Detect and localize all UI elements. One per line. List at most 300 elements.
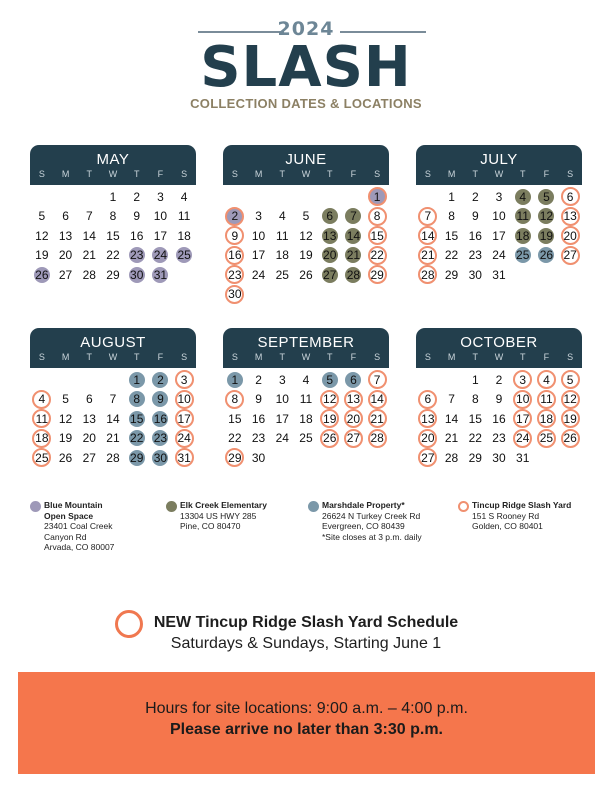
- day-number: 3: [255, 209, 262, 224]
- calendar-day: [558, 409, 582, 429]
- day-number: 7: [448, 392, 455, 407]
- calendar-day: [101, 448, 125, 468]
- weekday-label: T: [279, 352, 286, 362]
- calendar-day: [247, 246, 271, 266]
- day-number: 14: [368, 390, 387, 409]
- day-number: 27: [344, 429, 363, 448]
- calendar-day: [416, 448, 440, 468]
- day-number: 3: [513, 370, 532, 389]
- empty-cell: [54, 187, 78, 207]
- calendar-day: [30, 226, 54, 246]
- weekday-label: T: [279, 169, 286, 179]
- hours-text: Hours for site locations: 9:00 a.m. – 4:00 p.m.: [145, 700, 468, 717]
- calendar-day: [365, 207, 389, 227]
- day-number: 26: [58, 450, 73, 465]
- legend-line: 151 S Rooney Rd: [472, 510, 540, 521]
- day-number: 14: [418, 226, 437, 245]
- calendar-day: [558, 187, 582, 207]
- calendar-day: [535, 246, 559, 266]
- day-number: 2: [133, 189, 141, 204]
- day-number: 22: [444, 248, 459, 263]
- calendar-day: [416, 207, 440, 227]
- day-number: 24: [153, 248, 168, 263]
- day-number: 31: [492, 267, 506, 282]
- day-number: 11: [299, 392, 313, 407]
- day-number: 1: [227, 372, 243, 388]
- day-number: 28: [82, 267, 96, 282]
- day-number: 9: [255, 392, 262, 407]
- day-number: 31: [153, 267, 168, 282]
- weekday-label: T: [133, 352, 140, 362]
- calendar-day: [270, 246, 294, 266]
- empty-cell: [440, 370, 464, 390]
- day-number: 21: [346, 248, 361, 263]
- weekday-label: T: [326, 169, 333, 179]
- legend-title: Tincup Ridge Slash Yard: [472, 500, 572, 510]
- day-number: 21: [444, 431, 459, 446]
- day-number: 13: [58, 228, 73, 243]
- calendar-day: [149, 370, 173, 390]
- day-number: 26: [320, 429, 339, 448]
- calendar-day: [487, 409, 511, 429]
- day-number: 18: [275, 248, 289, 263]
- calendar-day: [101, 390, 125, 410]
- calendar-day: [101, 246, 125, 266]
- new-schedule-subtitle: Saturdays & Sundays, Starting June 1: [170, 635, 442, 652]
- legend-title: Elk Creek Elementary: [180, 500, 267, 510]
- day-number: 25: [537, 429, 556, 448]
- calendar-day: [172, 448, 196, 468]
- calendar-day: [558, 207, 582, 227]
- calendar-day: [172, 246, 196, 266]
- month-header: [416, 328, 582, 368]
- calendar-day: [54, 409, 78, 429]
- calendar-day: [223, 285, 247, 305]
- weekday-label: S: [567, 169, 574, 179]
- day-number: 15: [228, 411, 242, 426]
- day-number: 19: [539, 228, 554, 243]
- empty-cell: [77, 187, 101, 207]
- calendar-day: [440, 207, 464, 227]
- calendar-day: [247, 370, 271, 390]
- calendar-day: [440, 226, 464, 246]
- day-number: 27: [418, 448, 437, 467]
- day-grid: [30, 370, 196, 468]
- calendar-day: [149, 390, 173, 410]
- calendar-day: [463, 448, 487, 468]
- weekday-row: [416, 169, 582, 179]
- day-number: 22: [130, 431, 144, 446]
- day-number: 9: [225, 226, 244, 245]
- empty-cell: [318, 187, 342, 207]
- calendar-day: [463, 246, 487, 266]
- day-number: 4: [32, 390, 51, 409]
- day-number: 13: [344, 390, 363, 409]
- day-number: 4: [278, 209, 286, 224]
- calendar-day: [149, 207, 173, 227]
- calendar-day: [535, 187, 559, 207]
- day-number: 16: [130, 228, 144, 243]
- marshdale-dot-icon: [308, 501, 319, 512]
- calendar-day: [535, 207, 559, 227]
- day-number: 28: [444, 450, 459, 465]
- day-number: 2: [495, 372, 503, 387]
- calendar-day: [294, 246, 318, 266]
- calendar-day: [172, 226, 196, 246]
- day-number: 26: [561, 429, 580, 448]
- month-september: [223, 328, 389, 468]
- day-number: 24: [175, 429, 194, 448]
- weekday-row: [223, 352, 389, 362]
- weekday-label: T: [472, 352, 479, 362]
- weekday-label: M: [61, 169, 70, 179]
- calendar-day: [223, 207, 247, 227]
- calendar-day: [101, 265, 125, 285]
- day-number: 30: [492, 450, 506, 465]
- calendar-day: [294, 226, 318, 246]
- calendar-day: [511, 409, 535, 429]
- calendar-day: [101, 207, 125, 227]
- calendar-day: [125, 429, 149, 449]
- day-number: 20: [561, 226, 580, 245]
- day-number: 17: [492, 228, 506, 243]
- calendar-day: [463, 429, 487, 449]
- legend-line: Evergreen, CO 80439: [322, 521, 405, 531]
- legend-line: Pine, CO 80470: [180, 521, 241, 531]
- calendar-day: [149, 448, 173, 468]
- day-number: 31: [175, 448, 194, 467]
- legend-tincup: [472, 500, 571, 532]
- weekday-label: S: [374, 352, 381, 362]
- day-number: 15: [444, 228, 459, 243]
- day-number: 15: [368, 226, 387, 245]
- weekday-label: S: [374, 169, 381, 179]
- calendar-day: [416, 409, 440, 429]
- calendar-day: [149, 265, 173, 285]
- calendar-day: [247, 207, 271, 227]
- calendar-day: [77, 448, 101, 468]
- calendar-day: [125, 226, 149, 246]
- day-number: 24: [275, 431, 289, 446]
- day-number: 27: [58, 267, 73, 282]
- day-number: 18: [32, 429, 51, 448]
- day-number: 7: [418, 207, 437, 226]
- calendar-day: [77, 246, 101, 266]
- day-number: 30: [251, 450, 266, 465]
- calendar-day: [54, 265, 78, 285]
- legend-line: 13304 US HWY 285: [180, 510, 257, 521]
- calendar-day: [125, 265, 149, 285]
- calendar-day: [101, 226, 125, 246]
- empty-cell: [77, 370, 101, 390]
- day-number: 4: [515, 189, 531, 205]
- day-number: 25: [32, 448, 51, 467]
- calendar-day: [463, 207, 487, 227]
- calendar-day: [342, 409, 366, 429]
- day-number: 23: [492, 431, 506, 446]
- day-number: 3: [175, 370, 194, 389]
- day-number: 23: [225, 265, 244, 284]
- calendar-day: [294, 390, 318, 410]
- day-number: 12: [58, 411, 73, 426]
- weekday-label: S: [181, 169, 188, 179]
- weekday-label: S: [38, 352, 45, 362]
- month-october: [416, 328, 582, 468]
- day-number: 11: [32, 409, 51, 428]
- day-number: 30: [468, 267, 482, 282]
- calendar-day: [247, 226, 271, 246]
- day-number: 8: [225, 390, 244, 409]
- calendar-day: [247, 429, 271, 449]
- day-number: 18: [177, 228, 191, 243]
- day-number: 20: [344, 409, 363, 428]
- calendar-day: [149, 409, 173, 429]
- empty-cell: [270, 187, 294, 207]
- calendar-day: [365, 370, 389, 390]
- empty-cell: [30, 187, 54, 207]
- weekday-label: F: [157, 352, 164, 362]
- calendar-day: [149, 226, 173, 246]
- legend-line: Canyon Rd: [44, 531, 87, 542]
- day-number: 20: [58, 248, 73, 263]
- calendar-day: [30, 246, 54, 266]
- calendar-day: [535, 370, 559, 390]
- calendar-day: [463, 226, 487, 246]
- arrival-notice: Please arrive no later than 3:30 p.m.: [169, 721, 443, 738]
- calendar-day: [342, 207, 366, 227]
- calendar-day: [54, 207, 78, 227]
- empty-cell: [416, 187, 440, 207]
- month-header: [30, 328, 196, 368]
- month-header: [223, 328, 389, 368]
- day-number: 10: [275, 392, 289, 407]
- calendar-day: [416, 429, 440, 449]
- calendar-day: [101, 409, 125, 429]
- legend-line: Golden, CO 80401: [472, 521, 543, 531]
- weekday-row: [416, 352, 582, 362]
- calendar-day: [318, 207, 342, 227]
- calendar-day: [294, 265, 318, 285]
- calendar-day: [101, 187, 125, 207]
- calendar-day: [172, 409, 196, 429]
- day-grid: [416, 370, 582, 468]
- weekday-label: W: [301, 352, 311, 362]
- legend-title: Marshdale Property*: [322, 500, 405, 510]
- calendar-day: [149, 429, 173, 449]
- calendar-day: [101, 429, 125, 449]
- calendar-day: [318, 226, 342, 246]
- calendar-day: [318, 246, 342, 266]
- day-number: 30: [130, 267, 144, 282]
- day-number: 19: [58, 431, 73, 446]
- calendar-day: [172, 187, 196, 207]
- day-number: 8: [368, 207, 387, 226]
- calendar-day: [294, 429, 318, 449]
- weekday-label: T: [86, 169, 93, 179]
- day-number: 24: [513, 429, 532, 448]
- new-schedule-title: NEW Tincup Ridge Slash Yard Schedule: [153, 614, 459, 631]
- calendar-day: [30, 409, 54, 429]
- calendar-day: [30, 207, 54, 227]
- calendar-day: [342, 370, 366, 390]
- empty-cell: [30, 370, 54, 390]
- day-number: 5: [322, 372, 338, 388]
- day-number: 12: [539, 209, 554, 224]
- day-number: 10: [153, 209, 168, 224]
- calendar-day: [535, 409, 559, 429]
- day-number: 16: [468, 228, 482, 243]
- day-number: 17: [513, 409, 532, 428]
- day-number: 6: [62, 209, 69, 224]
- day-number: 16: [153, 411, 168, 426]
- day-number: 10: [492, 209, 506, 224]
- calendar-day: [416, 390, 440, 410]
- weekday-label: S: [38, 169, 45, 179]
- calendar-day: [223, 246, 247, 266]
- legend-line: 26624 N Turkey Creek Rd: [322, 510, 421, 521]
- day-number: 15: [106, 228, 120, 243]
- calendar-day: [294, 370, 318, 390]
- day-number: 10: [251, 228, 266, 243]
- day-number: 23: [468, 248, 482, 263]
- legend-line: *Site closes at 3 p.m. daily: [322, 531, 422, 542]
- day-number: 18: [299, 411, 313, 426]
- day-number: 29: [225, 448, 244, 467]
- day-number: 5: [62, 392, 69, 407]
- weekday-label: T: [519, 352, 526, 362]
- calendar-day: [511, 390, 535, 410]
- weekday-label: F: [350, 352, 357, 362]
- calendar-day: [365, 187, 389, 207]
- calendar-day: [172, 370, 196, 390]
- day-number: 19: [320, 409, 339, 428]
- calendar-day: [247, 409, 271, 429]
- new-schedule: [0, 614, 612, 653]
- calendar-day: [318, 409, 342, 429]
- month-august: [30, 328, 196, 468]
- day-grid: [223, 370, 389, 468]
- weekday-label: T: [133, 169, 140, 179]
- weekday-label: F: [543, 169, 550, 179]
- calendar-day: [511, 207, 535, 227]
- weekday-label: M: [254, 352, 263, 362]
- day-number: 8: [448, 209, 455, 224]
- day-number: 16: [251, 411, 266, 426]
- day-number: 28: [368, 429, 387, 448]
- calendar-day: [365, 265, 389, 285]
- empty-cell: [54, 370, 78, 390]
- day-number: 12: [299, 228, 313, 243]
- calendar-day: [440, 448, 464, 468]
- day-grid: [416, 187, 582, 285]
- weekday-label: S: [231, 169, 238, 179]
- calendar-day: [487, 448, 511, 468]
- calendar-day: [365, 429, 389, 449]
- calendar-day: [487, 226, 511, 246]
- day-number: 16: [225, 246, 244, 265]
- day-number: 21: [368, 409, 387, 428]
- calendar-day: [440, 390, 464, 410]
- day-number: 29: [106, 267, 120, 282]
- weekday-label: T: [326, 352, 333, 362]
- empty-cell: [416, 370, 440, 390]
- empty-cell: [294, 187, 318, 207]
- calendar-day: [223, 429, 247, 449]
- month-name: MAY: [96, 151, 130, 168]
- calendar-day: [270, 370, 294, 390]
- day-number: 26: [299, 267, 313, 282]
- calendar-day: [270, 390, 294, 410]
- calendar-day: [223, 226, 247, 246]
- calendar-day: [30, 390, 54, 410]
- calendar-day: [270, 265, 294, 285]
- day-number: 7: [109, 392, 117, 407]
- calendar-day: [149, 246, 173, 266]
- day-number: 19: [35, 248, 49, 263]
- day-number: 7: [368, 370, 387, 389]
- legend-title: Blue Mountain Open Space: [44, 500, 103, 521]
- day-number: 8: [129, 391, 145, 407]
- calendar-day: [342, 390, 366, 410]
- day-number: 19: [561, 409, 580, 428]
- day-number: 2: [152, 372, 168, 388]
- calendar-day: [487, 207, 511, 227]
- calendar-day: [487, 429, 511, 449]
- day-number: 6: [345, 372, 361, 388]
- month-header: [30, 145, 196, 185]
- day-number: 21: [106, 431, 120, 446]
- weekday-label: T: [519, 169, 526, 179]
- calendar-day: [535, 226, 559, 246]
- day-number: 15: [468, 411, 482, 426]
- day-number: 21: [418, 246, 437, 265]
- calendar-day: [125, 448, 149, 468]
- calendar-day: [535, 429, 559, 449]
- weekday-label: W: [108, 169, 118, 179]
- day-number: 11: [177, 209, 191, 224]
- calendar-day: [487, 390, 511, 410]
- calendar-day: [77, 207, 101, 227]
- calendar-day: [535, 390, 559, 410]
- day-number: 20: [82, 431, 96, 446]
- calendar-day: [294, 409, 318, 429]
- weekday-row: [30, 169, 196, 179]
- day-number: 1: [471, 372, 479, 387]
- weekday-label: S: [181, 352, 188, 362]
- calendar-day: [54, 226, 78, 246]
- weekday-label: M: [254, 169, 263, 179]
- elk-dot-icon: [166, 501, 177, 512]
- day-number: 9: [152, 391, 168, 407]
- calendar-day: [558, 226, 582, 246]
- hours-banner: [18, 672, 595, 774]
- day-grid: [223, 187, 389, 304]
- calendar-day: [440, 429, 464, 449]
- calendar-day: [342, 246, 366, 266]
- day-number: 14: [444, 411, 459, 426]
- calendar-day: [270, 207, 294, 227]
- calendar-day: [125, 409, 149, 429]
- month-header: [223, 145, 389, 185]
- calendar-day: [30, 265, 54, 285]
- day-number: 27: [323, 267, 337, 282]
- legend-marshdale: [322, 500, 422, 542]
- day-number: 14: [346, 228, 361, 243]
- day-number: 5: [538, 189, 554, 205]
- legend-line: Arvada, CO 80007: [44, 542, 115, 552]
- day-grid: [30, 187, 196, 285]
- calendar-day: [270, 226, 294, 246]
